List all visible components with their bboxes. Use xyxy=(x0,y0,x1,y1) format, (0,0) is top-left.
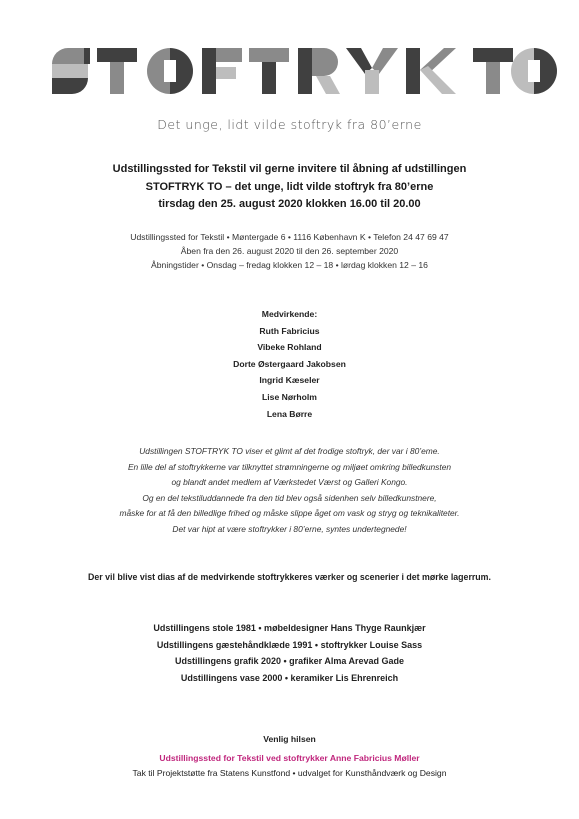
credits xyxy=(0,620,579,686)
contributor-name: Ingrid Kæseler xyxy=(259,375,320,386)
description-line: Udstillingen STOFTRYK TO viser et glimt af det frodige stoftryk, der var i 80’eme. xyxy=(139,446,440,456)
logo-letter-t3 xyxy=(473,48,513,94)
slides-note: Der vil blive vist dias af de medvirkende stoftrykkeres værker og scenerier i det mørke lagerrum. xyxy=(88,572,491,582)
credit-line: Udstillingens grafik 2020 • grafiker Alma Arevad Gade xyxy=(174,656,405,666)
open-dates-line: Åben fra den 26. august 2020 til den 26. september 2020 xyxy=(180,246,399,256)
contributor-name: Vibeke Rohland xyxy=(257,342,322,353)
contributor-name: Ruth Fabricius xyxy=(259,325,320,336)
sender: Udstillingssted for Tekstil ved stoftrykker Anne Fabricius Møller xyxy=(159,753,420,763)
thanks-line: Tak til Projektstøtte fra Statens Kunstfond • udvalget for Kunsthåndværk og Design xyxy=(132,768,447,778)
logo-letter-s xyxy=(52,48,90,94)
description-line: måske for at få den billedlige frihed og måske slippe åget om vask og stryg og teknikaliteter. xyxy=(119,508,460,519)
logo-letter-r xyxy=(298,48,340,94)
contributors xyxy=(0,306,579,422)
venue-info xyxy=(0,230,579,272)
opening-hours-line: Åbningstider • Onsdag – fredag klokken 12 – 18 • lørdag klokken 12 – 16 xyxy=(151,260,428,270)
credit-line: Udstillingens vase 2000 • keramiker Lis Ehrenreich xyxy=(180,672,399,683)
credit-line: Udstillingens stole 1981 • møbeldesigner Hans Thyge Raunkjær xyxy=(153,623,426,633)
logo-letter-y xyxy=(346,48,398,94)
greeting: Venlig hilsen xyxy=(263,734,316,744)
description-line: og blandt andet medlem af Værkstedet Værst og Galleri Kongo. xyxy=(171,477,408,488)
invitation-line: tirsdag den 25. august 2020 klokken 16.00 til 20.00 xyxy=(158,198,421,210)
invitation-line: STOFTRYK TO – det unge, lidt vilde stoftryk fra 80’erne xyxy=(145,180,434,193)
credit-line: Udstillingens gæstehåndklæde 1991 • stoftrykker Louise Sass xyxy=(156,639,423,650)
contributor-name: Lise Nørholm xyxy=(262,391,317,402)
contributor-name: Lena Børre xyxy=(266,408,313,419)
description-line: En lille del af stoftrykkerne var tilknyttet strømningerne og miljøet omkring billedkunsten xyxy=(127,461,452,472)
invitation-line: Udstillingssted for Tekstil vil gerne invitere til åbning af udstillingen xyxy=(112,163,467,175)
invitation xyxy=(0,161,579,214)
logo-letter-k xyxy=(406,48,456,94)
description-line: Det var hipt at være stoftrykker i 80’erne, syntes undertegnede! xyxy=(172,523,407,534)
contributor-name: Dorte Østergaard Jakobsen xyxy=(233,358,346,369)
closing xyxy=(0,732,579,781)
logo-letter-o1 xyxy=(147,48,193,94)
logo-letter-o2 xyxy=(511,48,557,94)
logo-letter-f xyxy=(202,48,242,94)
address-line: Udstillingssted for Tekstil • Møntergade 6 • 1116 København K • Telefon 24 47 69 47 xyxy=(130,232,449,242)
stoftryk-to-logo xyxy=(0,40,579,110)
description-line: Og en del tekstiluddannede fra den tid blev også sidenhen selv billedkunstnere, xyxy=(142,492,437,503)
description xyxy=(0,444,579,538)
subtitle: Det unge, lidt vilde stoftryk fra 80’erne xyxy=(157,117,422,132)
logo-letter-t2 xyxy=(249,48,289,94)
logo-letter-t1 xyxy=(97,48,137,94)
contributors-heading: Medvirkende: xyxy=(261,309,318,319)
